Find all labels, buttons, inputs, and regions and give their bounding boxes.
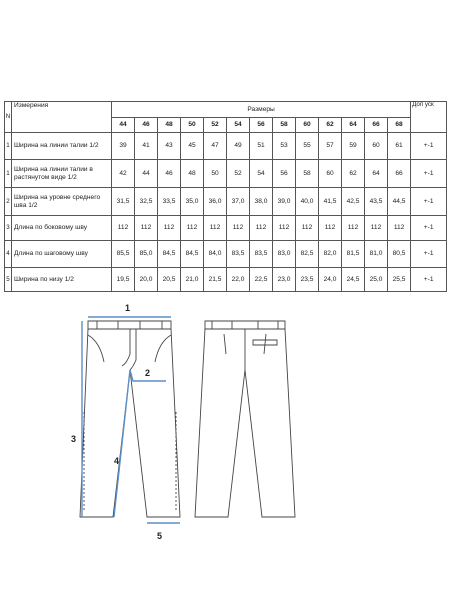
size-header-44: 44 <box>112 118 135 133</box>
value-cell: 83,5 <box>227 241 250 268</box>
label-5: 5 <box>157 531 163 541</box>
value-cell: 57 <box>319 133 342 160</box>
tolerance-cell: +-1 <box>411 268 447 292</box>
value-cell: 43,5 <box>365 188 388 216</box>
label-3: 3 <box>71 434 77 444</box>
value-cell: 48 <box>181 160 204 188</box>
table-header-row <box>5 102 447 118</box>
index-header: N <box>5 102 12 133</box>
value-cell: 21,0 <box>181 268 204 292</box>
size-header-62: 62 <box>319 118 342 133</box>
size-header-56: 56 <box>250 118 273 133</box>
value-cell: 20,5 <box>158 268 181 292</box>
value-cell: 53 <box>273 133 296 160</box>
value-cell: 112 <box>158 216 181 241</box>
value-cell: 84,5 <box>158 241 181 268</box>
value-cell: 35,0 <box>181 188 204 216</box>
value-cell: 56 <box>273 160 296 188</box>
value-cell: 43 <box>158 133 181 160</box>
value-cell: 44,5 <box>388 188 411 216</box>
value-cell: 25,5 <box>388 268 411 292</box>
row-index: 4 <box>5 241 12 268</box>
value-cell: 112 <box>250 216 273 241</box>
value-cell: 37,0 <box>227 188 250 216</box>
value-cell: 112 <box>388 216 411 241</box>
row-measurement-name: Ширина на уровне среднего шва 1/2 <box>12 188 112 216</box>
value-cell: 22,5 <box>250 268 273 292</box>
row-measurement-name: Ширина по низу 1/2 <box>12 268 112 292</box>
back-pants-drawing <box>195 321 295 517</box>
value-cell: 33,5 <box>158 188 181 216</box>
value-cell: 45 <box>181 133 204 160</box>
value-cell: 112 <box>112 216 135 241</box>
value-cell: 83,5 <box>250 241 273 268</box>
table-row <box>5 241 447 268</box>
tolerance-cell: +-1 <box>411 216 447 241</box>
value-cell: 23,5 <box>296 268 319 292</box>
row-index: 1 <box>5 160 12 188</box>
row-measurement-name: Ширина на линии талии в растянутом виде 1/2 <box>12 160 112 188</box>
value-cell: 66 <box>388 160 411 188</box>
value-cell: 60 <box>319 160 342 188</box>
label-2: 2 <box>145 368 151 378</box>
size-header-60: 60 <box>296 118 319 133</box>
size-header-54: 54 <box>227 118 250 133</box>
row-index: 5 <box>5 268 12 292</box>
value-cell: 62 <box>342 160 365 188</box>
value-cell: 51 <box>250 133 273 160</box>
row-measurement-name: Длина по шаговому шву <box>12 241 112 268</box>
value-cell: 32,5 <box>135 188 158 216</box>
value-cell: 42 <box>112 160 135 188</box>
size-header-48: 48 <box>158 118 181 133</box>
value-cell: 42,5 <box>342 188 365 216</box>
value-cell: 82,0 <box>319 241 342 268</box>
value-cell: 23,0 <box>273 268 296 292</box>
value-cell: 20,0 <box>135 268 158 292</box>
value-cell: 81,5 <box>342 241 365 268</box>
value-cell: 52 <box>227 160 250 188</box>
size-header-66: 66 <box>365 118 388 133</box>
value-cell: 80,5 <box>388 241 411 268</box>
sizes-header: Размеры <box>112 102 411 118</box>
value-cell: 60 <box>365 133 388 160</box>
table-row <box>5 133 447 160</box>
label-1: 1 <box>125 303 131 313</box>
tolerance-cell: +-1 <box>411 241 447 268</box>
value-cell: 41,5 <box>319 188 342 216</box>
value-cell: 83,0 <box>273 241 296 268</box>
value-cell: 61 <box>388 133 411 160</box>
value-cell: 36,0 <box>204 188 227 216</box>
value-cell: 112 <box>296 216 319 241</box>
value-cell: 49 <box>227 133 250 160</box>
row-index: 2 <box>5 188 12 216</box>
value-cell: 59 <box>342 133 365 160</box>
size-table <box>4 101 447 292</box>
value-cell: 41 <box>135 133 158 160</box>
value-cell: 82,5 <box>296 241 319 268</box>
table-row <box>5 160 447 188</box>
pants-diagram <box>0 290 450 550</box>
size-header-50: 50 <box>181 118 204 133</box>
value-cell: 64 <box>365 160 388 188</box>
value-cell: 54 <box>250 160 273 188</box>
row-measurement-name: Длина по боковому шву <box>12 216 112 241</box>
front-pants-drawing <box>80 321 180 517</box>
value-cell: 24,0 <box>319 268 342 292</box>
value-cell: 112 <box>365 216 388 241</box>
size-header-46: 46 <box>135 118 158 133</box>
tolerance-cell: +-1 <box>411 133 447 160</box>
size-header-52: 52 <box>204 118 227 133</box>
value-cell: 38,0 <box>250 188 273 216</box>
value-cell: 44 <box>135 160 158 188</box>
value-cell: 19,5 <box>112 268 135 292</box>
row-index: 1 <box>5 133 12 160</box>
value-cell: 22,0 <box>227 268 250 292</box>
table-row <box>5 188 447 216</box>
value-cell: 50 <box>204 160 227 188</box>
value-cell: 46 <box>158 160 181 188</box>
tolerance-cell: +-1 <box>411 188 447 216</box>
value-cell: 39,0 <box>273 188 296 216</box>
table-row <box>5 216 447 241</box>
value-cell: 84,5 <box>181 241 204 268</box>
value-cell: 85,0 <box>135 241 158 268</box>
value-cell: 21,5 <box>204 268 227 292</box>
row-index: 3 <box>5 216 12 241</box>
value-cell: 58 <box>296 160 319 188</box>
size-header-58: 58 <box>273 118 296 133</box>
value-cell: 81,0 <box>365 241 388 268</box>
size-header-68: 68 <box>388 118 411 133</box>
value-cell: 31,5 <box>112 188 135 216</box>
value-cell: 47 <box>204 133 227 160</box>
value-cell: 112 <box>319 216 342 241</box>
value-cell: 85,5 <box>112 241 135 268</box>
value-cell: 84,0 <box>204 241 227 268</box>
value-cell: 112 <box>204 216 227 241</box>
row-measurement-name: Ширина на линии талии 1/2 <box>12 133 112 160</box>
size-header-64: 64 <box>342 118 365 133</box>
value-cell: 40,0 <box>296 188 319 216</box>
value-cell: 112 <box>342 216 365 241</box>
value-cell: 112 <box>227 216 250 241</box>
value-cell: 112 <box>273 216 296 241</box>
value-cell: 25,0 <box>365 268 388 292</box>
table-row <box>5 268 447 292</box>
value-cell: 112 <box>181 216 204 241</box>
value-cell: 24,5 <box>342 268 365 292</box>
tolerance-header: Доп уск <box>411 102 447 133</box>
value-cell: 39 <box>112 133 135 160</box>
measure-header: Измерения <box>12 102 112 133</box>
value-cell: 55 <box>296 133 319 160</box>
tolerance-cell: +-1 <box>411 160 447 188</box>
label-4: 4 <box>114 456 120 466</box>
value-cell: 112 <box>135 216 158 241</box>
